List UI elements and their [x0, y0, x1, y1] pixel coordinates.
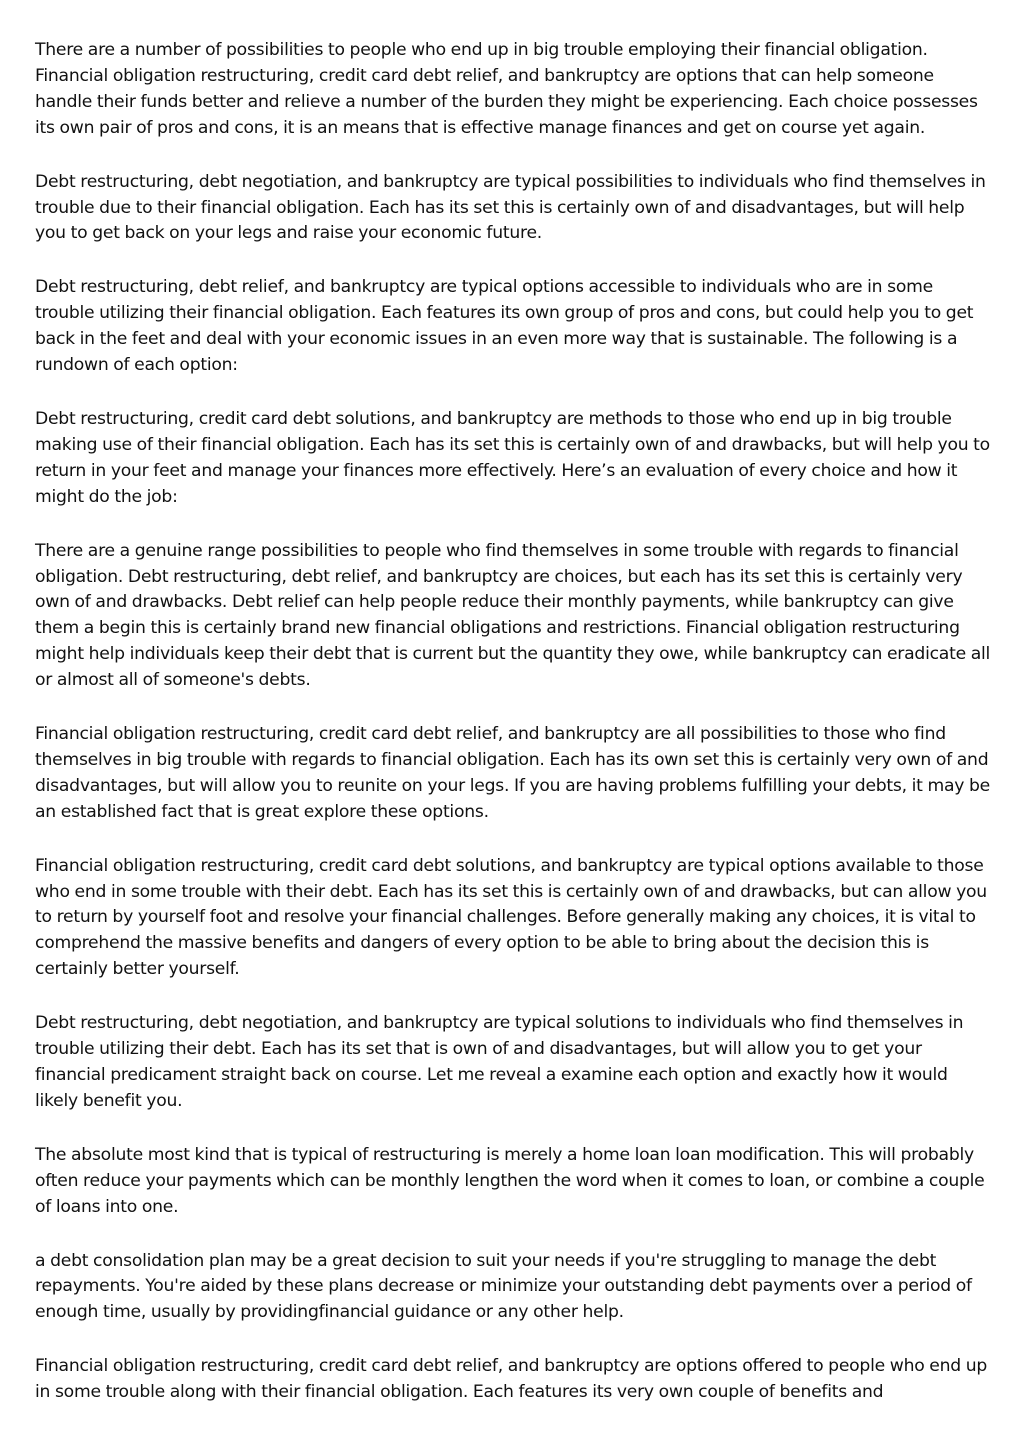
- paragraph: Financial obligation restructuring, credit card debt relief, and bankruptcy are all possibilities to those who find themselves in big trouble with regards to financial obligation. Each has its own set this is certainly very own of and disadvantages, but will allow you to reunite on your legs. If you are having problems fulfilling your debts, it may be an established fact that is great explore these options.: [35, 724, 990, 822]
- paragraph: a debt consolidation plan may be a great decision to suit your needs if you're struggling to manage the debt repayments. You're aided by these plans decrease or minimize your outstanding debt payments over a period of enough time, usually by providingfinancial guidance or any other help.: [35, 1250, 972, 1323]
- paragraph: The absolute most kind that is typical of restructuring is merely a home loan loan modification. This will probably often reduce your payments which can be monthly lengthen the word when it comes to loan, or combine a couple of loans into one.: [35, 1144, 985, 1217]
- paragraph: Debt restructuring, debt negotiation, and bankruptcy are typical solutions to individuals who find themselves in trouble utilizing their debt. Each has its set that is own of and disadvantages, but will allow you to get your financial predicament straight back on course. Let me reveal a examine each option and exactly how it would likely benefit you.: [35, 1013, 964, 1111]
- paragraph: There are a number of possibilities to people who end up in big trouble employing their financial obligation. Financial obligation restructuring, credit card debt relief, and bankruptcy are options that can help someone handle their funds better and relieve a number of the burden they might be experiencing. Each choice possesses its own pair of pros and cons, it is an means that is effective manage finances and get on course yet again.: [35, 40, 978, 138]
- paragraph: Debt restructuring, debt relief, and bankruptcy are typical options accessible to individuals who are in some trouble utilizing their financial obligation. Each features its own group of pros and cons, but could help you to get back in the feet and deal with your economic issues in an even more way that is sustainable. The following is a rundown of each option:: [35, 277, 974, 376]
- paragraph: Financial obligation restructuring, credit card debt solutions, and bankruptcy are typical options available to those who end in some trouble with their debt. Each has its set this is certainly own of and drawbacks, but can allow you to return by yourself foot and resolve your financial challenges. Before generally making any choices, it is vital to comprehend the massive benefits and dangers of every option to be able to bring about the decision this is certainly better yourself.: [35, 855, 987, 980]
- paragraph: Debt restructuring, credit card debt solutions, and bankruptcy are methods to those who end up in big trouble making use of their financial obligation. Each has its set this is certainly own of and drawbacks, but will help you to return in your feet and manage your finances more effectively. Here’s an evaluation of every choice and how it might do the job:: [35, 408, 990, 507]
- article-body: [35, 38, 991, 1434]
- paragraph: Financial obligation restructuring, credit card debt relief, and bankruptcy are options offered to people who end up in some trouble along with their financial obligation. Each features its very own couple of benefits and: [35, 1356, 988, 1403]
- paragraph: Debt restructuring, debt negotiation, and bankruptcy are typical possibilities to individuals who find themselves in trouble due to their financial obligation. Each has its set this is certainly own of and disadvantages, but will help you to get back on your legs and raise your economic future.: [35, 171, 986, 244]
- paragraph: There are a genuine range possibilities to people who find themselves in some trouble with regards to financial obligation. Debt restructuring, debt relief, and bankruptcy are choices, but each has its set this is certainly very own of and drawbacks. Debt relief can help people reduce their monthly payments, while bankruptcy can give them a begin this is certainly brand new financial obligations and restrictions. Financial obligation restructuring might help individuals keep their debt that is current but the quantity they owe, while bankruptcy can eradicate all or almost all of someone's debts.: [35, 540, 991, 691]
